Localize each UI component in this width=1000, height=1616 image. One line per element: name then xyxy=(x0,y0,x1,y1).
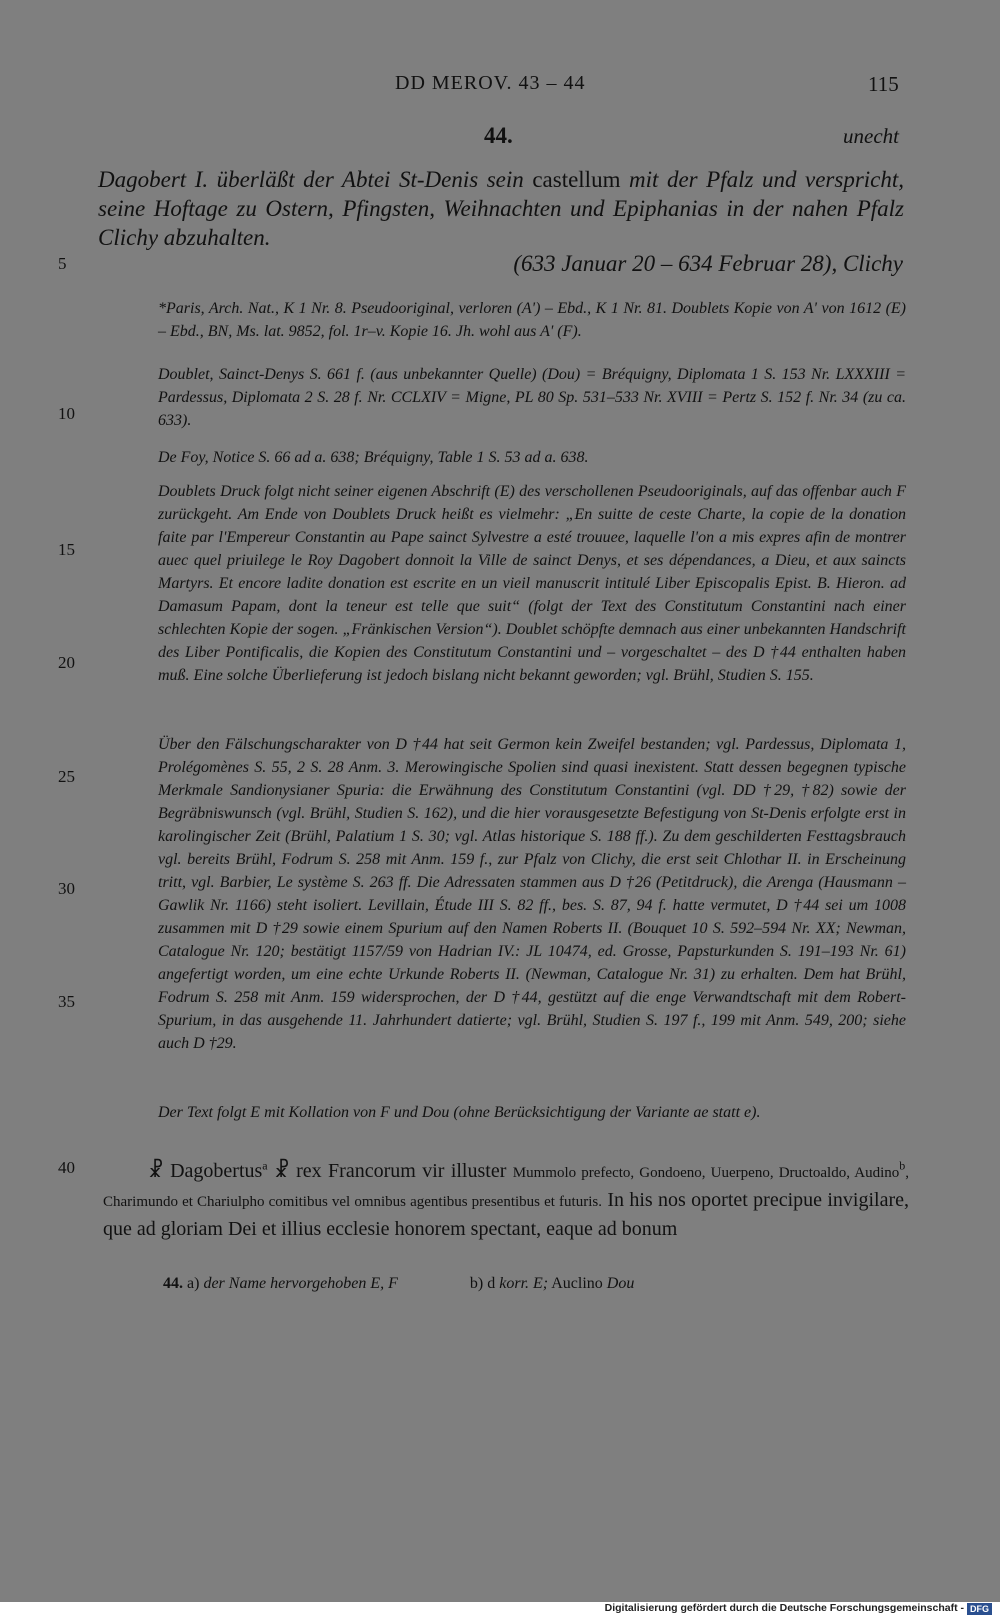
line-number: 40 xyxy=(58,1158,75,1177)
authenticity-label: unecht xyxy=(843,124,899,148)
editions-paragraph: Doublet, Sainct-Denys S. 661 f. (aus unbekannter Quelle) (Dou) = Bréquigny, Diplomata 1 S. 153 Nr. LXXXIII = Pardessus, Diplomata 2 S. 28 f. Nr. CCLXIV = Migne, PL 80 Sp. 531–533 Nr. XVIII = Pertz S. 152 f. Nr. 34 (zu ca. 633). xyxy=(158,366,906,429)
footnote-a-text: der Name hervorgehoben E, F xyxy=(203,1275,398,1292)
regest-text-1: Dagobert I. überläßt der Abtei St-Denis sein xyxy=(98,167,524,192)
regest-text-2: mit der Pfalz und verspricht, seine Hoftage zu Ostern, Pfingsten, Weihnachten und Epiphanias in der nahen Pfalz Clichy abzuhalten. xyxy=(98,167,905,250)
charter-arenga: In his nos oportet precipue invigilare, que ad gloriam Dei et illius ecclesie honorem spectant, eaque ad bonum xyxy=(103,1189,910,1240)
tradition-paragraph: *Paris, Arch. Nat., K 1 Nr. 8. Pseudooriginal, verloren (A') – Ebd., K 1 Nr. 81. Doublets Kopie von A' von 1612 (E) – Ebd., BN, Ms. lat. 9852, fol. 1r–v. Kopie 16. Jh. wohl aus A' (F). xyxy=(158,300,906,340)
line-number: 10 xyxy=(58,404,75,423)
digitization-credit: Digitalisierung gefördert durch die Deutsche Forschungsgemeinschaft - xyxy=(604,1602,964,1614)
footnote-b-note: korr. E; xyxy=(499,1275,549,1292)
commentary-paragraph-2: Über den Fälschungscharakter von D †44 hat seit Germon kein Zweifel bestanden; vgl. Pardessus, Diplomata 1, Prolégomènes S. 55, 2 S. 28 Anm. 3. Merowingische Spolien sind quasi inexistent. Statt dessen begegnen typische Merkmale Sandionysianer Spuria: die Erwähnung des Constitutum Constantini (vgl. DD †29, †82) sowie der Begräbniswunsch (vgl. Brühl, Studien S. 162), und die hier vorausgesetzte Befestigung von St-Denis erfolgte erst in karolingischer Zeit (Brühl, Palatium 1 S. 30; vgl. Atlas historique S. 188 ff.). Zu dem geschilderten Festtagsbrauch vgl. bereits Brühl, Fodrum S. 258 mit Anm. 159 f., zur Pfalz von Clichy, die erst seit Chlothar II. in Erscheinung tritt, vgl. Barbier, Le système S. 263 ff. Die Adressaten stammen aus D †26 (Petitdruck), die Arenga (Hausmann – Gawlik Nr. 1166) steht isoliert. Levillain, Étude III S. 82 ff., bes. S. 87, 94 f. hatte vermutet, D †44 sei um 1008 zusammen mit D †29 sowie einem Spurium auf den Namen Roberts II. (Bouquet 10 S. 592–594 Nr. XX; Newman, Catalogue Nr. 120; bestätigt 1157/59 von Hadrian IV.: JL 10474, ed. Grosse, Papsturkunden S. 191–193 Nr. 61) angefertigt worden, um eine echte Urkunde Roberts II. (Newman, Catalogue Nr. 31) zu erhalten. Dem hat Brühl, Fodrum S. 258 mit Anm. 159 widersprochen, der D †44, gestützt auf die enge Verwandtschaft mit dem Robert-Spurium, in das ausgehende 11. Jahrhundert datierte; vgl. Brühl, Studien S. 197 f., 199 mit Anm. 549, 200; siehe auch D †29. xyxy=(158,736,906,1052)
footnote-marker-b: b xyxy=(899,1158,906,1173)
regest-castellum: castellum xyxy=(532,167,621,192)
chrismon-symbol: ☧ xyxy=(148,1160,164,1182)
charter-intitulatio: rex Francorum vir illuster xyxy=(296,1160,507,1182)
footnote-b-label: b) xyxy=(469,1275,484,1292)
line-number: 35 xyxy=(58,992,75,1011)
line-number: 20 xyxy=(58,653,75,672)
charter-text xyxy=(103,1158,909,1243)
charter-name: Dagobertus xyxy=(170,1160,263,1182)
footnote-b-siglum: Dou xyxy=(606,1275,635,1292)
dating-line: (633 Januar 20 – 634 Februar 28), Clichy xyxy=(513,251,903,276)
footnotes xyxy=(163,1275,634,1293)
footnote-b-variant: Auclino xyxy=(551,1275,603,1292)
line-number: 25 xyxy=(58,767,75,786)
footnote-b-reading: d xyxy=(487,1275,496,1292)
chrismon-symbol: ☧ xyxy=(274,1160,290,1182)
document-number: 44. xyxy=(484,123,513,148)
commentary-paragraph-3: Der Text folgt E mit Kollation von F und Dou (ohne Berücksichtigung der Variante ae statt e). xyxy=(158,1104,761,1121)
dfg-logo: DFG xyxy=(967,1603,992,1615)
line-number: 5 xyxy=(58,254,67,273)
line-number: 15 xyxy=(58,540,75,559)
running-head: DD MEROV. 43 – 44 xyxy=(395,72,586,94)
footnote-number: 44. xyxy=(163,1275,183,1292)
line-number: 30 xyxy=(58,879,75,898)
footnote-marker-a: a xyxy=(262,1158,268,1173)
regesta-paragraph: De Foy, Notice S. 66 ad a. 638; Bréquigny, Table 1 S. 53 ad a. 638. xyxy=(158,449,589,466)
footnote-a-label: a) xyxy=(187,1275,200,1292)
charter-addressees-1: Mummolo prefecto, Gondoeno, Uuerpeno, Dructoaldo, Audino xyxy=(512,1165,900,1181)
commentary-paragraph-1: Doublets Druck folgt nicht seiner eigenen Abschrift (E) des verschollenen Pseudooriginals, auf das offenbar auch F zurückgeht. Am Ende von Doublets Druck heißt es vielmehr: „En suitte de ceste Charte, la copie de la donation faite par l'Empereur Constantin au Pape sainct Sylvestre a esté trouuee, laquelle l'on a mis expres afin de montrer auec quel priuilege le Roy Dagobert donnoit la Ville de sainct Denys, et ses dépendances, a Dieu, et aux saincts Martyrs. Et encore ladite donation est escrite en un vieil manuscrit intitulé Liber Episcopalis Epist. B. Hieron. ad Damasum Papam, dont la teneur est telle que suit“ (folgt der Text des Constitutum Constantini nach einer schlechten Kopie der sogen. „Fränkischen Version“). Doublet schöpfte demnach aus einer unbekannten Handschrift des Liber Pontificalis, die Kopien des Constitutum Constantini und – vorgeschaltet – des D †44 enthalten haben muß. Eine solche Überlieferung ist jedoch bislang nicht bekannt geworden; vgl. Brühl, Studien S. 155. xyxy=(158,483,906,684)
page-number: 115 xyxy=(868,72,899,96)
regest xyxy=(98,165,904,252)
charter-addressees-2: , Charimundo et Chariulpho comitibus vel omnibus agentibus presentibus et futuris. xyxy=(103,1165,910,1210)
